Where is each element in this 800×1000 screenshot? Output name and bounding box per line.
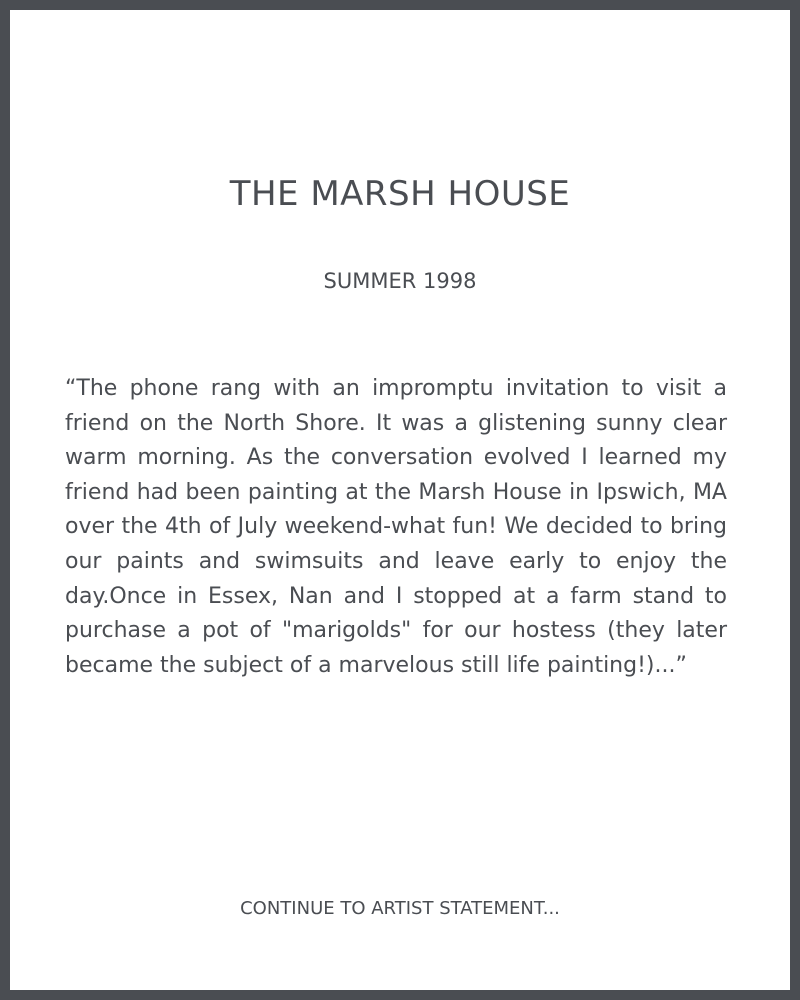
continue-to-artist-statement-link[interactable]: CONTINUE TO ARTIST STATEMENT... xyxy=(240,898,560,919)
page-title: THE MARSH HOUSE xyxy=(229,174,571,214)
page-subtitle: SUMMER 1998 xyxy=(323,269,477,293)
story-quote: “The phone rang with an impromptu invitation to visit a friend on the North Shore. It was a glistening sunny clear warm morning. As the conversation evolved I learned my friend had been painting at the Marsh House in Ipswich, MA over the 4th of July weekend-what fun! We decided to bring our paints and swimsuits and leave early to enjoy the day.Once in Essex, Nan and I stopped at a farm stand to purchase a pot of "marigolds" for our hostess (they later became the subject of a marvelous still life painting!)...” xyxy=(65,376,727,678)
page-frame xyxy=(10,10,790,990)
